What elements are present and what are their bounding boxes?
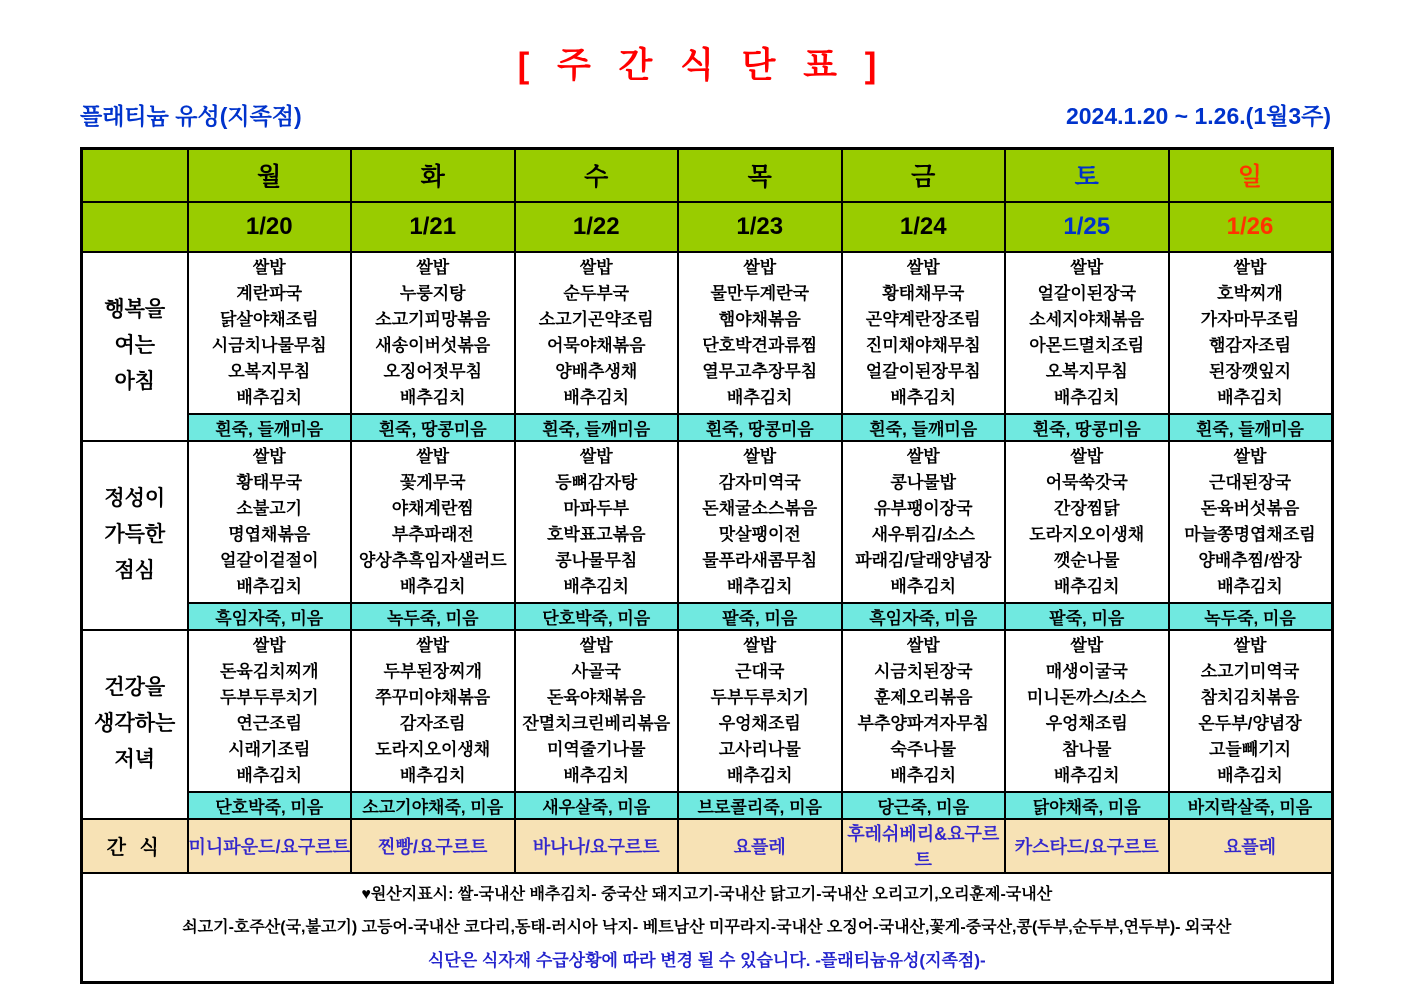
day-header-row (82, 149, 1333, 202)
menu-cell (842, 252, 1006, 414)
menu-item: 쌀밥 (743, 446, 777, 466)
menu-cell (188, 630, 352, 792)
porridge-cell: 새우살죽, 미음 (515, 792, 679, 819)
menu-item: 어묵쑥갓국 (1045, 472, 1128, 492)
menu-item: 쌀밥 (743, 635, 777, 655)
menu-item: 우엉채조림 (718, 713, 801, 733)
date-cell: 1/20 (188, 202, 352, 252)
menu-item: 참나물 (1062, 739, 1112, 759)
menu-item: 돈채굴소스볶음 (702, 498, 818, 518)
menu-item: 배추김치 (890, 576, 957, 596)
menu-item: 배추김치 (890, 387, 957, 407)
porridge-cell: 브로콜리죽, 미음 (678, 792, 842, 819)
menu-item: 콩나물밥 (890, 472, 957, 492)
menu-item: 맛살팽이전 (718, 524, 801, 544)
porridge-cell: 흑임자죽, 미음 (842, 603, 1006, 630)
menu-item: 쌀밥 (906, 635, 940, 655)
menu-item: 쌀밥 (1233, 635, 1267, 655)
menu-item: 등뼈감자탕 (555, 472, 638, 492)
menu-item: 쌀밥 (743, 257, 777, 277)
menu-cell (188, 441, 352, 603)
porridge-cell: 흰죽, 땅콩미음 (351, 414, 515, 441)
day-header-cell: 토 (1005, 149, 1169, 202)
snack-cell: 찐빵/요구르트 (351, 819, 515, 873)
menu-item: 배추김치 (563, 765, 630, 785)
date-cell: 1/22 (515, 202, 679, 252)
menu-item: 시금치나물무침 (211, 335, 327, 355)
menu-cell (515, 630, 679, 792)
menu-item: 쌀밥 (416, 257, 450, 277)
menu-table (80, 147, 1334, 984)
menu-item: 소고기미역국 (1200, 661, 1300, 681)
menu-item: 온두부/양념장 (1198, 713, 1302, 733)
corner-cell (82, 149, 188, 202)
menu-item: 쭈꾸미야채볶음 (375, 687, 491, 707)
menu-item: 소불고기 (236, 498, 303, 518)
menu-item: 쌀밥 (252, 635, 286, 655)
menu-item: 배추김치 (236, 765, 303, 785)
porridge-cell: 흑임자죽, 미음 (188, 603, 352, 630)
menu-item: 햄야채볶음 (718, 309, 801, 329)
porridge-cell: 흰죽, 들깨미음 (515, 414, 679, 441)
menu-item: 유부팽이장국 (873, 498, 973, 518)
menu-cell (515, 441, 679, 603)
menu-item: 꽃게무국 (399, 472, 466, 492)
date-cell: 1/21 (351, 202, 515, 252)
meal-label-line: 건강을 (104, 676, 166, 699)
menu-cell (351, 441, 515, 603)
period-label: 2024.1.20 ~ 1.26.(1월3주) (1065, 103, 1331, 129)
meal-label-dinner (82, 630, 188, 819)
menu-cell (351, 630, 515, 792)
menu-item: 감자조림 (399, 713, 466, 733)
menu-item: 야채계란찜 (391, 498, 474, 518)
menu-item: 참치김치볶음 (1200, 687, 1300, 707)
porridge-cell: 흰죽, 들깨미음 (1169, 414, 1333, 441)
meal-label-line: 저녁 (114, 748, 156, 771)
menu-item: 쌀밥 (416, 446, 450, 466)
menu-item: 가자마무조림 (1200, 309, 1300, 329)
menu-cell (188, 252, 352, 414)
menu-item: 돈육버섯볶음 (1200, 498, 1300, 518)
menu-item: 황태채무국 (882, 283, 965, 303)
snack-cell: 미니파운드/요구르트 (188, 819, 352, 873)
menu-cell (1169, 252, 1333, 414)
menu-item: 배추김치 (563, 387, 630, 407)
menu-item: 단호박견과류찜 (702, 335, 818, 355)
day-header-cell: 목 (678, 149, 842, 202)
menu-item: 쌀밥 (416, 635, 450, 655)
menu-item: 쌀밥 (906, 257, 940, 277)
corner-cell (82, 202, 188, 252)
menu-item: 마파두부 (563, 498, 630, 518)
origin-notes (82, 873, 1333, 983)
menu-item: 미니돈까스/소스 (1026, 687, 1147, 707)
menu-item: 시금치된장국 (873, 661, 973, 681)
menu-item: 도라지오이생채 (375, 739, 491, 759)
menu-item: 근대된장국 (1208, 472, 1292, 492)
porridge-cell: 팥죽, 미음 (1005, 603, 1169, 630)
menu-cell (1005, 252, 1169, 414)
menu-item: 소세지야채볶음 (1029, 309, 1145, 329)
menu-item: 오복지무침 (1045, 361, 1128, 381)
menu-item: 아몬드멸치조림 (1029, 335, 1145, 355)
menu-item: 햄감자조림 (1208, 335, 1292, 355)
snack-cell: 바나나/요구르트 (515, 819, 679, 873)
menu-item: 쌀밥 (1070, 446, 1104, 466)
menu-cell (678, 441, 842, 603)
menu-item: 부추양파겨자무침 (857, 713, 989, 733)
menu-item: 열무고추장무침 (702, 361, 818, 381)
date-cell: 1/26 (1169, 202, 1333, 252)
menu-item: 매생이굴국 (1045, 661, 1128, 681)
snack-row (82, 819, 1333, 873)
menu-item: 사골국 (571, 661, 621, 681)
porridge-row-lunch (82, 603, 1333, 630)
menu-item: 물푸라새콤무침 (702, 550, 818, 570)
meal-row-dinner (82, 630, 1333, 792)
menu-item: 닭살야채조림 (219, 309, 319, 329)
porridge-cell: 바지락살죽, 미음 (1169, 792, 1333, 819)
menu-item: 두부두루치기 (710, 687, 810, 707)
meal-label-line: 생각하는 (94, 712, 176, 735)
menu-cell (678, 630, 842, 792)
menu-item: 오복지무침 (228, 361, 311, 381)
menu-item: 배추김치 (399, 576, 466, 596)
menu-item: 쌀밥 (1233, 446, 1267, 466)
origin-note-line-1: ♥원산지표시: 쌀-국내산 배추김치- 중국산 돼지고기-국내산 닭고기-국내산 오리고기,오리훈제-국내산 (361, 885, 1053, 903)
meal-label-line: 아침 (114, 370, 156, 393)
menu-item: 명엽채볶음 (228, 524, 311, 544)
menu-item: 배추김치 (236, 387, 303, 407)
menu-item: 호박표고볶음 (546, 524, 646, 544)
menu-item: 배추김치 (726, 765, 793, 785)
meal-row-breakfast (82, 252, 1333, 414)
menu-cell (842, 630, 1006, 792)
menu-item: 배추김치 (1053, 576, 1120, 596)
menu-item: 새송이버섯볶음 (375, 335, 491, 355)
porridge-row-dinner (82, 792, 1333, 819)
menu-item: 오징어젓무침 (383, 361, 483, 381)
porridge-cell: 당근죽, 미음 (842, 792, 1006, 819)
menu-cell (842, 441, 1006, 603)
menu-item: 배추김치 (890, 765, 957, 785)
porridge-cell: 흰죽, 들깨미음 (188, 414, 352, 441)
date-cell: 1/23 (678, 202, 842, 252)
menu-item: 돈육김치찌개 (219, 661, 319, 681)
menu-item: 배추김치 (563, 576, 630, 596)
menu-item: 고사리나물 (718, 739, 801, 759)
snack-cell: 요플레 (678, 819, 842, 873)
menu-item: 돈육야채볶음 (546, 687, 646, 707)
porridge-row-breakfast (82, 414, 1333, 441)
menu-item: 계란파국 (236, 283, 303, 303)
menu-item: 감자미역국 (718, 472, 801, 492)
menu-cell (1005, 441, 1169, 603)
menu-item: 두부두루치기 (219, 687, 319, 707)
menu-item: 양배추찜/쌈장 (1198, 550, 1302, 570)
menu-item: 새우튀김/소스 (871, 524, 975, 544)
origin-note-line-2: 쇠고기-호주산(국,불고기) 고등어-국내산 코다리,동태-러시아 낙지- 베트남산 미꾸라지-국내산 오징어-국내산,꽃게-중국산,콩(두부,순두부,연두부)- 외국산 (182, 918, 1232, 936)
menu-item: 얼갈이겉절이 (219, 550, 319, 570)
menu-item: 소고기곤약조림 (538, 309, 654, 329)
menu-item: 누룽지탕 (399, 283, 466, 303)
menu-item: 배추김치 (399, 765, 466, 785)
menu-item: 마늘쫑명엽채조림 (1184, 524, 1316, 544)
meal-label-line: 가득한 (104, 523, 166, 546)
menu-item: 숙주나물 (890, 739, 957, 759)
menu-item: 얼갈이된장무침 (865, 361, 981, 381)
menu-cell (515, 252, 679, 414)
meal-row-lunch (82, 441, 1333, 603)
menu-item: 배추김치 (236, 576, 303, 596)
menu-item: 쌀밥 (252, 446, 286, 466)
porridge-cell: 흰죽, 들깨미음 (842, 414, 1006, 441)
meal-label-line: 여는 (114, 334, 156, 357)
porridge-cell: 녹두죽, 미음 (1169, 603, 1333, 630)
menu-item: 진미채야채무침 (865, 335, 981, 355)
menu-item: 근대국 (735, 661, 785, 681)
menu-item: 배추김치 (1217, 576, 1283, 596)
porridge-cell: 단호박죽, 미음 (188, 792, 352, 819)
menu-item: 쌀밥 (579, 635, 613, 655)
meal-label-breakfast (82, 252, 188, 441)
menu-item: 쌀밥 (252, 257, 286, 277)
porridge-cell: 흰죽, 땅콩미음 (678, 414, 842, 441)
menu-cell (351, 252, 515, 414)
menu-item: 순두부국 (563, 283, 630, 303)
menu-item: 우엉채조림 (1045, 713, 1128, 733)
menu-item: 배추김치 (726, 576, 793, 596)
menu-item: 배추김치 (399, 387, 466, 407)
porridge-cell: 단호박죽, 미음 (515, 603, 679, 630)
menu-item: 어묵야채볶음 (546, 335, 646, 355)
meal-label-lunch (82, 441, 188, 630)
menu-item: 깻순나물 (1053, 550, 1120, 570)
date-row (82, 202, 1333, 252)
porridge-cell: 녹두죽, 미음 (351, 603, 515, 630)
meal-label-line: 점심 (114, 559, 156, 582)
porridge-cell: 소고기야채죽, 미음 (351, 792, 515, 819)
menu-item: 미역줄기나물 (546, 739, 646, 759)
menu-item: 쌀밥 (1070, 635, 1104, 655)
porridge-cell: 흰죽, 땅콩미음 (1005, 414, 1169, 441)
menu-item: 호박찌개 (1217, 283, 1283, 303)
snack-cell: 요플레 (1169, 819, 1333, 873)
menu-cell (1169, 630, 1333, 792)
menu-item: 시래기조림 (228, 739, 311, 759)
day-header-cell: 월 (188, 149, 352, 202)
menu-item: 쌀밥 (579, 257, 613, 277)
menu-item: 도라지오이생채 (1029, 524, 1145, 544)
menu-item: 쌀밥 (579, 446, 613, 466)
menu-item: 쌀밥 (1233, 257, 1267, 277)
date-cell: 1/25 (1005, 202, 1169, 252)
day-header-cell: 금 (842, 149, 1006, 202)
meal-label-line: 정성이 (104, 487, 166, 510)
page-title: [ 주 간 식 단 표 ] (517, 46, 886, 85)
menu-item: 배추김치 (1217, 387, 1283, 407)
menu-item: 쌀밥 (1070, 257, 1104, 277)
menu-item: 소고기피망볶음 (375, 309, 491, 329)
menu-cell (1169, 441, 1333, 603)
menu-item: 배추김치 (1053, 387, 1120, 407)
menu-item: 부추파래전 (391, 524, 474, 544)
menu-item: 잔멸치크린베리볶음 (522, 713, 671, 733)
menu-item: 두부된장찌개 (383, 661, 483, 681)
notice-line: 식단은 식자재 수급상황에 따라 변경 될 수 있습니다. -플래티늄유성(지족점)- (427, 950, 986, 970)
snack-cell: 후레쉬베리&요구르트 (842, 819, 1006, 873)
menu-cell (678, 252, 842, 414)
meal-label-line: 행복을 (104, 298, 166, 321)
menu-item: 배추김치 (1217, 765, 1283, 785)
day-header-cell: 화 (351, 149, 515, 202)
menu-item: 물만두계란국 (710, 283, 810, 303)
date-cell: 1/24 (842, 202, 1006, 252)
day-header-cell: 일 (1169, 149, 1333, 202)
menu-item: 연근조림 (236, 713, 303, 733)
porridge-cell: 팥죽, 미음 (678, 603, 842, 630)
menu-item: 고들빼기지 (1208, 739, 1292, 759)
snack-label: 간 식 (82, 819, 188, 873)
menu-item: 양배추생채 (555, 361, 638, 381)
menu-item: 얼갈이된장국 (1037, 283, 1137, 303)
porridge-cell: 닭야채죽, 미음 (1005, 792, 1169, 819)
menu-item: 양상추흑임자샐러드 (358, 550, 507, 570)
store-name: 플래티늄 유성(지족점) (80, 103, 302, 129)
menu-item: 배추김치 (726, 387, 793, 407)
subheader (80, 98, 1331, 131)
menu-item: 간장찜닭 (1053, 498, 1120, 518)
notes-row (82, 873, 1333, 983)
menu-cell (1005, 630, 1169, 792)
menu-item: 된장깻잎지 (1208, 361, 1292, 381)
day-header-cell: 수 (515, 149, 679, 202)
menu-item: 쌀밥 (906, 446, 940, 466)
menu-item: 콩나물무침 (555, 550, 638, 570)
menu-item: 배추김치 (1053, 765, 1120, 785)
menu-item: 훈제오리볶음 (873, 687, 973, 707)
menu-item: 곤약계란장조림 (865, 309, 981, 329)
menu-item: 파래김/달래양념장 (855, 550, 992, 570)
menu-item: 황태무국 (236, 472, 303, 492)
snack-cell: 카스타드/요구르트 (1005, 819, 1169, 873)
